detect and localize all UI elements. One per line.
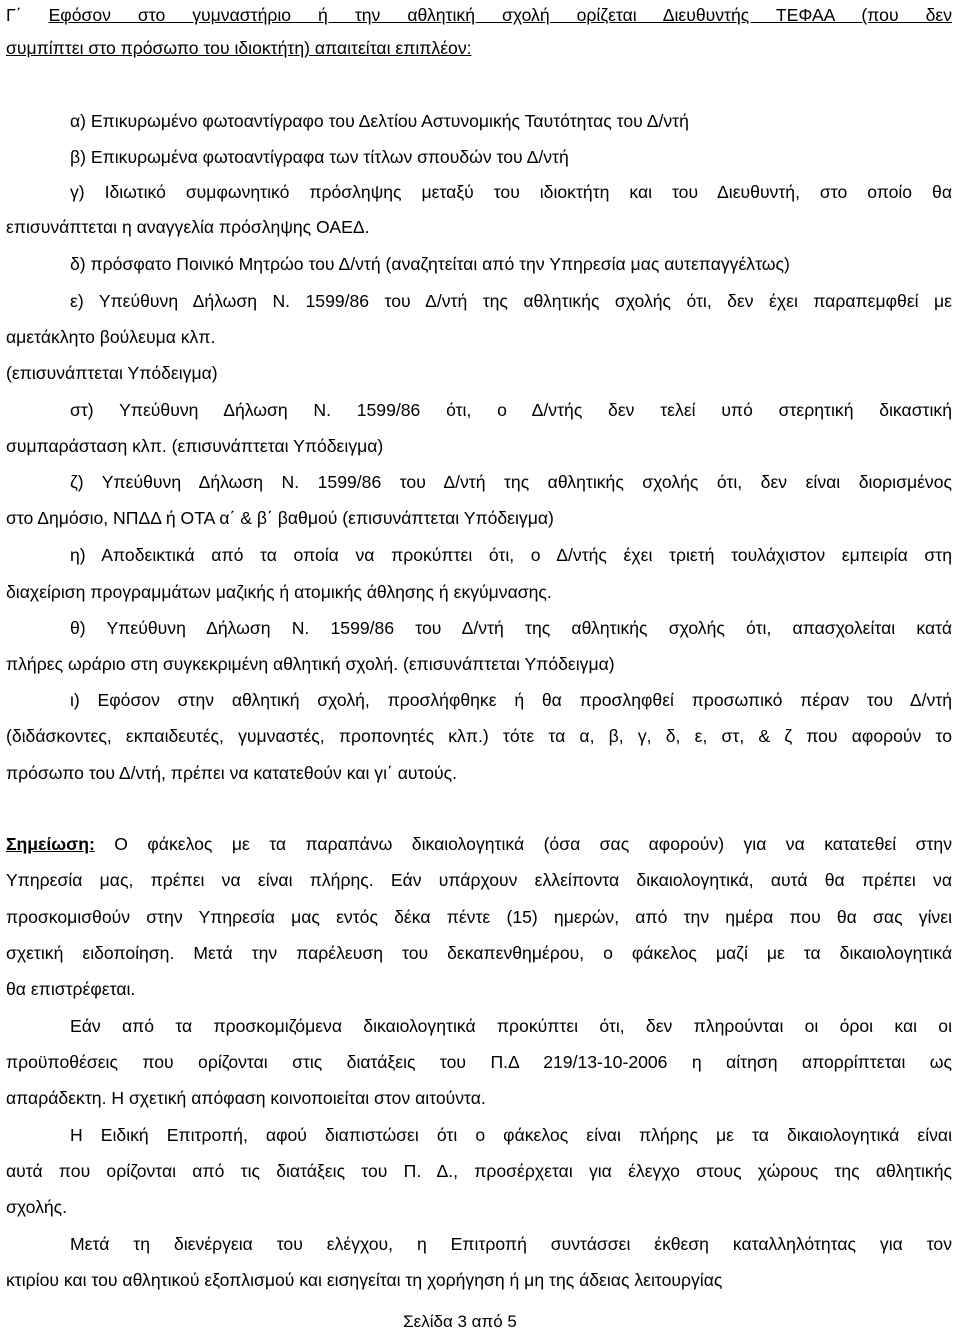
note-p2-line-2: προϋποθέσεις που ορίζονται στις διατάξεις του Π.Δ 219/13-10-2006 η αίτηση απορρίπτεται ως <box>6 1052 952 1072</box>
item-z-line-1: ζ) Υπεύθυνη Δήλωση Ν. 1599/86 του Δ/ντή της αθλητικής σχολής ότι, δεν είναι διορισμένος <box>70 472 952 492</box>
item-e-line-3: (επισυνάπτεται Υπόδειγμα) <box>6 363 218 383</box>
note-line-2: Υπηρεσία μας, πρέπει να είναι πλήρης. Εάν υπάρχουν ελλείποντα δικαιολογητικά, αυτά θα πρέπει να <box>6 870 952 890</box>
heading-prefix: Γ΄ <box>6 5 22 25</box>
note-line-1 <box>6 829 952 859</box>
item-i-line-2: (διδάσκοντες, εκπαιδευτές, γυμναστές, προπονητές κλπ.) τότε τα α, β, γ, δ, ε, στ, & ζ που αφορούν το <box>6 726 952 746</box>
note-p3-line-2: αυτά που ορίζονται από τις διατάξεις του Π. Δ., προσέρχεται για έλεγχο στους χώρους της αθλητικής <box>6 1161 952 1181</box>
note-p2-line-3: απαράδεκτη. Η σχετική απόφαση κοινοποιείται στον αιτούντα. <box>6 1088 486 1108</box>
heading-line-2 <box>6 33 952 63</box>
item-h-line-2: διαχείριση προγραμμάτων μαζικής ή ατομικής άθλησης ή εκγύμνασης. <box>6 582 552 602</box>
note-p3-line-3: σχολής. <box>6 1197 68 1217</box>
note-p4-line-2: κτιρίου και του αθλητικού εξοπλισμού και εισηγείται τη χορήγηση ή μη της άδειας λειτουργίας <box>6 1270 723 1290</box>
note-p3-line-1: Η Ειδική Επιτροπή, αφού διαπιστώσει ότι ο φάκελος είναι πλήρης με τα δικαιολογητικά είναι <box>70 1125 952 1145</box>
note-text: Ο φάκελος με τα παραπάνω δικαιολογητικά (όσα σας αφορούν) για να κατατεθεί στην <box>94 834 952 854</box>
item-e-line-1: ε) Υπεύθυνη Δήλωση Ν. 1599/86 του Δ/ντή της αθλητικής σχολής ότι, δεν έχει παραπεμφθεί με <box>70 291 952 311</box>
page-number-footer: Σελίδα 3 από 5 <box>403 1312 517 1331</box>
item-c-line-2: επισυνάπτεται η αναγγελία πρόσληψης ΟΑΕΔ. <box>6 217 370 237</box>
note-line-5: θα επιστρέφεται. <box>6 979 136 999</box>
item-z-line-2: στο Δημόσιο, ΝΠΔΔ ή ΟΤΑ α΄ & β΄ βαθμού (επισυνάπτεται Υπόδειγμα) <box>6 508 554 528</box>
item-b: β) Επικυρωμένα φωτοαντίγραφα των τίτλων σπουδών του Δ/ντή <box>70 147 569 167</box>
item-th-line-2: πλήρες ωράριο στη συγκεκριμένη αθλητική σχολή. (επισυνάπτεται Υπόδειγμα) <box>6 654 615 674</box>
item-th-line-1: θ) Υπεύθυνη Δήλωση Ν. 1599/86 του Δ/ντή της αθλητικής σχολής ότι, απασχολείται κατά <box>70 618 952 638</box>
item-h-line-1: η) Αποδεικτικά από τα οποία να προκύπτει ότι, ο Δ/ντής έχει τριετή τουλάχιστον εμπειρία στη <box>70 545 952 565</box>
item-e-line-2: αμετάκλητο βούλευμα κλπ. <box>6 327 216 347</box>
heading-text: Εφόσον στο γυμναστήριο ή την αθλητική σχολή ορίζεται Διευθυντής ΤΕΦΑΑ (που δεν <box>48 5 952 25</box>
item-i-line-1: ι) Εφόσον στην αθλητική σχολή, προσλήφθηκε ή θα προσληφθεί προσωπικό πέραν του Δ/ντή <box>70 690 952 710</box>
item-d: δ) πρόσφατο Ποινικό Μητρώο του Δ/ντή (αναζητείται από την Υπηρεσία μας αυτεπαγγέλτως) <box>70 254 790 274</box>
note-p2-line-1: Εάν από τα προσκομιζόμενα δικαιολογητικά προκύπτει ότι, δεν πληρούνται οι όροι και οι <box>70 1016 952 1036</box>
heading-line-1 <box>6 0 952 30</box>
item-c-line-1: γ) Ιδιωτικό συμφωνητικό πρόσληψης μεταξύ του ιδιοκτήτη και του Διευθυντή, στο οποίο θα <box>70 182 952 202</box>
item-a: α) Επικυρωμένο φωτοαντίγραφο του Δελτίου Αστυνομικής Ταυτότητας του Δ/ντή <box>70 111 689 131</box>
note-line-4: σχετική ειδοποίηση. Μετά την παρέλευση του δεκαπενθημέρου, ο φάκελος μαζί με τα δικαιολογητικά <box>6 943 952 963</box>
note-label: Σημείωση: <box>6 834 95 854</box>
note-line-3: προσκομισθούν στην Υπηρεσία μας εντός δέκα πέντε (15) ημερών, από την ημέρα που θα σας γίνει <box>6 907 952 927</box>
item-st-line-1: στ) Υπεύθυνη Δήλωση Ν. 1599/86 ότι, ο Δ/ντής δεν τελεί υπό στερητική δικαστική <box>70 400 952 420</box>
item-i-line-3: πρόσωπο του Δ/ντή, πρέπει να κατατεθούν και γι΄ αυτούς. <box>6 763 458 783</box>
heading-text-cont: συμπίπτει στο πρόσωπο του ιδιοκτήτη) απαιτείται επιπλέον: <box>6 38 472 58</box>
item-st-line-2: συμπαράσταση κλπ. (επισυνάπτεται Υπόδειγμα) <box>6 436 384 456</box>
note-p4-line-1: Μετά τη διενέργεια του ελέγχου, η Επιτροπή συντάσσει έκθεση καταλληλότητας για τον <box>70 1234 952 1254</box>
